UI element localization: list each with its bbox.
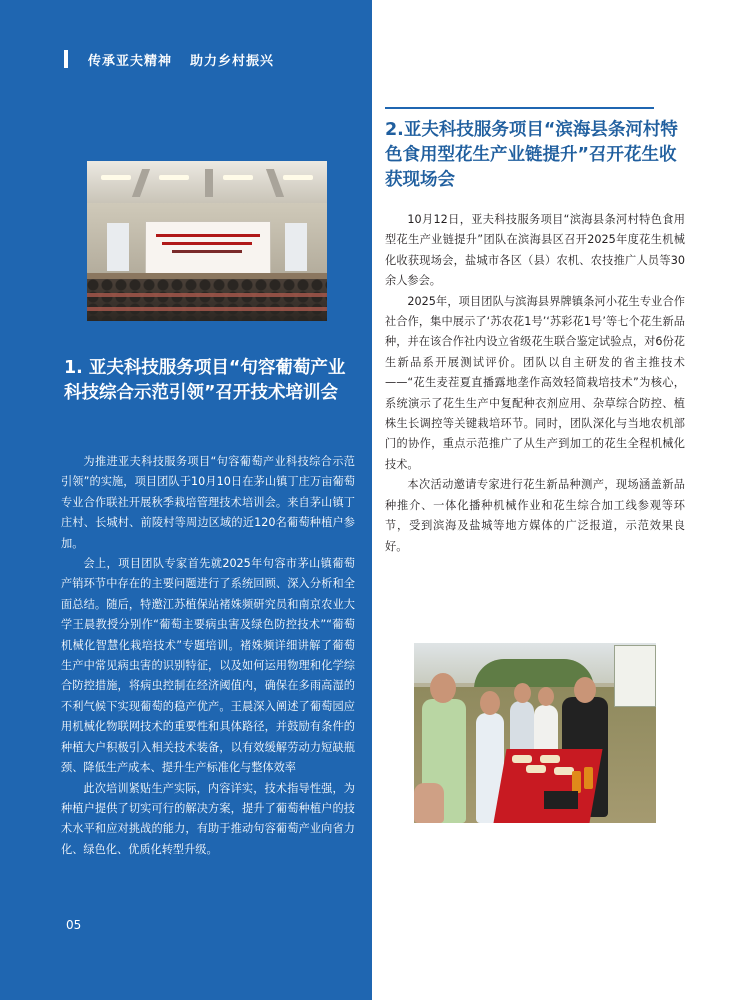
photo-display-banner xyxy=(614,645,656,707)
photo-seat-row xyxy=(87,307,327,311)
photo-peanut-tray xyxy=(554,767,574,775)
photo-peanut-tray xyxy=(512,755,532,763)
section1-title: 1. 亚夫科技服务项目“句容葡萄产业科技综合示范引领”召开技术培训会 xyxy=(64,358,346,403)
screen-text-line xyxy=(156,234,260,237)
section1-paragraph-1: 为推进亚夫科技服务项目“句容葡萄产业科技综合示范引领”的实施，项目团队于10月10日在茅山镇丁庄万亩葡萄专业合作联社开展秋季栽培管理技术培训会。来自茅山镇丁庄村、长城村、前陵村等周边区域的近120名葡萄种植户参加。 xyxy=(61,455,355,550)
photo-light xyxy=(283,175,313,180)
photo-person-foreground xyxy=(414,783,444,823)
photo-person-head xyxy=(538,687,554,706)
photo-oil-bottle xyxy=(584,767,593,789)
photo-light xyxy=(223,175,253,180)
photo-equipment-box xyxy=(544,791,578,809)
section2-title: 2.亚夫科技服务项目“滨海县条河村特色食用型花生产业链提升”召开花生收获现场会 xyxy=(385,120,678,190)
photo-peanut-tray xyxy=(540,755,560,763)
photo-seat-row xyxy=(87,293,327,297)
photo-window xyxy=(107,223,129,271)
photo-person-head xyxy=(574,677,596,703)
section1-paragraph-2: 会上，项目团队专家首先就2025年句容市茅山镇葡萄产销环节中存在的主要问题进行了系统回顾、深入分析和全面总结。随后，特邀江苏植保站褚姝频研究员和南京农业大学王晨教授分别作“葡萄主要病虫害及绿色防控技术”“葡萄机械化智慧化栽培技术”专题培训。褚姝频详细讲解了葡萄生产中常见病虫害的识别特征，以及如何运用物理和化学综合防控措施，将病虫控制在经济阈值内，确保在多雨高湿的不利气候下实现葡萄的稳产优产。王晨深入阐述了葡萄园应用机械化物联网技术的重要性和具体路径，并鼓励有条件的种植大户积极引入相关技术装备，以有效缓解劳动力短缺瓶颈、降低生产成本、提升生产标准化与整体效率 xyxy=(61,557,355,775)
section2-paragraph-3: 本次活动邀请专家进行花生新品种测产，现场涵盖新品种推介、一体化播种机械作业和花生综合加工线参观等环节，受到滨海及盐城等地方媒体的广泛报道，示范效果良好。 xyxy=(385,478,685,553)
photo-beam xyxy=(205,169,213,197)
section2-top-rule xyxy=(385,107,654,109)
header-slogan-right: 助力乡村振兴 xyxy=(190,54,275,69)
photo-audience xyxy=(87,279,327,321)
screen-text-line xyxy=(162,242,252,245)
section2-paragraph-2: 2025年，项目团队与滨海县界牌镇条河小花生专业合作社合作，集中展示了‘苏农花1号’‘苏彩花1号’等七个花生新品种，并在该合作社内设立省级花生联合鉴定试验点，对6份花生新品系开展测试评价。团队以自主研发的省主推技术——“花生麦茬夏直播露地垄作高效轻简栽培技术”为核心，系统演示了花生生产中复配种衣剂应用、杂草综合防控、植株生长调控等关键栽培环节。同时，团队深化与当地农机部门的协作，重点示范推广了从生产到加工的花生全程机械化技术。 xyxy=(385,294,685,471)
header-slogan-left: 传承亚夫精神 xyxy=(88,54,173,69)
photo-peanut-tray xyxy=(526,765,546,773)
photo-window xyxy=(285,223,307,271)
photo-light xyxy=(101,175,131,180)
section2-body xyxy=(385,210,685,557)
photo-oil-bottle xyxy=(572,771,581,793)
photo-person-head xyxy=(430,673,456,703)
photo-person-head xyxy=(514,683,531,703)
training-meeting-photo xyxy=(87,161,327,321)
section1-paragraph-3: 此次培训紧贴生产实际，内容详实，技术指导性强，为种植户提供了切实可行的解决方案，提升了葡萄种植户的技术水平和应对挑战的能力，有助于推动句容葡萄产业向省力化、绿色化、优质化转型升级。 xyxy=(61,781,355,856)
page-number: 05 xyxy=(66,918,82,932)
photo-projection-screen xyxy=(145,221,271,277)
header-slogan xyxy=(88,50,274,69)
header-accent-bar xyxy=(64,50,68,68)
section2-paragraph-1: 10月12日，亚夫科技服务项目“滨海县条河村特色食用型花生产业链提升”团队在滨海县区召开2025年度花生机械化收获现场会，盐城市各区（县）农机、农技推广人员等30余人参会。 xyxy=(385,213,685,288)
peanut-harvest-field-photo xyxy=(414,643,656,823)
section1-body xyxy=(61,452,355,860)
screen-text-line xyxy=(172,250,242,253)
photo-person-head xyxy=(480,691,500,715)
photo-light xyxy=(159,175,189,180)
